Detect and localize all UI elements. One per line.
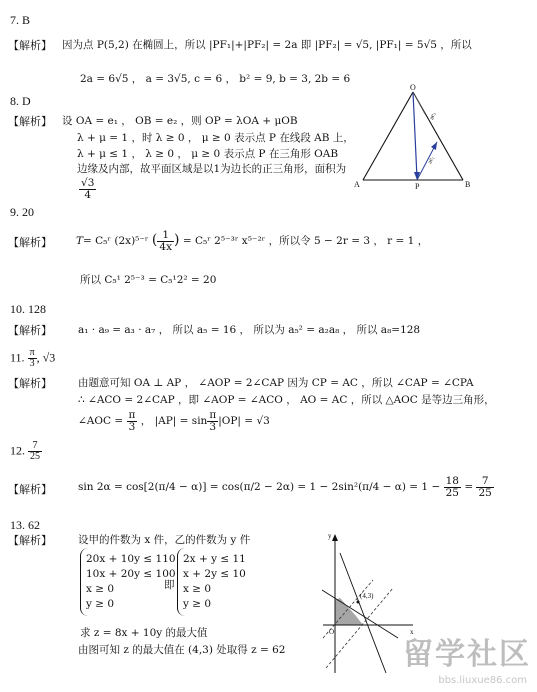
- q13-system-2: 2x + y ≤ 11 x + 2y ≤ 10 x ≥ 0 y ≥ 0: [183, 553, 246, 610]
- q8-line3: λ + μ ≤ 1 ， λ ≥ 0 ， μ ≥ 0 表示点 P 在三角形 OAB: [77, 148, 339, 160]
- q11-tag: 【解析】: [8, 377, 52, 390]
- q7-line2: 2a = 6√5 ， a = 3√5, c = 6 ， b² = 9, b = 3, 2b = 6: [80, 73, 351, 85]
- q13-line3: 由图可知 z 的最大值在 (4,3) 处取得 z = 62: [78, 644, 286, 656]
- q12-answer: 12. $\frac{7}{25}$: [10, 440, 40, 462]
- q13-axis-x: x: [410, 628, 414, 636]
- q13-ji: 即: [164, 579, 175, 591]
- q11-line3: ∠AOC = $\frac{\pi}{3}$ ， |AP| = sin $\frac{\pi}{3}$ |OP| = √3: [78, 409, 270, 433]
- q12-line1: sin 2α = cos[2(π/4 − α)] = cos(π/2 − 2α) = 1 − 2sin²(π/4 − α) = 1 − $\frac{18}{25}$ = $\frac{7}{25}$: [78, 475, 492, 499]
- q8-label-P: P: [415, 182, 420, 191]
- q8-label-A: A: [354, 180, 360, 189]
- q13-line2: 求 z = 8x + 10y 的最大值: [80, 627, 208, 639]
- q8-line4: 边缘及内部，故平面区域是以1为边长的正三角形，面积为: [77, 163, 347, 175]
- q13-tag: 【解析】: [8, 534, 52, 547]
- watermark-url: bbs.liuxue86.com: [438, 675, 527, 686]
- q8-triangle-figure: [345, 82, 480, 192]
- q8-label-e1: ae₁: [427, 155, 436, 165]
- q9-line2: 所以 C₅¹ 2⁵⁻³ = C₅¹2² = 20: [80, 274, 217, 286]
- q9-tag: 【解析】: [8, 236, 52, 249]
- q7-tag: 【解析】: [8, 39, 52, 52]
- q10-tag: 【解析】: [8, 324, 52, 337]
- q11-line1: 由题意可知 OA ⊥ AP ， ∠AOP = 2∠CAP 因为 CP = AC ，所以 ∠CAP = ∠CPA: [78, 377, 474, 389]
- q7-answer: 7. B: [10, 13, 31, 27]
- watermark-logo: 留学社区: [403, 637, 531, 672]
- q8-tag: 【解析】: [8, 115, 52, 128]
- q7-line1: 因为点 P(5,2) 在椭圆上，所以 |PF₁|+|PF₂| = 2a 即 |PF₂| = √5, |PF₁| = 5√5 ，所以: [62, 39, 472, 51]
- q13-answer: 13. 62: [10, 518, 40, 532]
- q13-origin: O: [329, 628, 335, 636]
- q9-answer: 9. 20: [10, 205, 34, 219]
- q13-line1: 设甲的件数为 x 件，乙的件数为 y 件: [78, 534, 251, 546]
- q8-label-e2: ae₂: [429, 111, 437, 121]
- q13-system-1: 20x + 10y ≤ 110 10x + 20y ≤ 100 x ≥ 0 y ≥ 0: [86, 553, 176, 610]
- q9-line1: T= C₅ʳ (2x)⁵⁻ʳ ( $\frac{1}{4x}$ ) = C₅ʳ 2⁵⁻³ʳ x⁵⁻²ʳ ，所以令 5 − 2r = 3 ， r = 1 ，: [76, 229, 429, 253]
- q12-tag: 【解析】: [8, 483, 52, 496]
- q8-line1: 设 OA = e₁ ， OB = e₂ ，则 OP = λOA + μOB: [62, 115, 298, 127]
- q8-area-fraction: $\frac{√3}{4}$: [81, 177, 95, 201]
- q10-line1: a₁ · a₉ = a₃ · a₇ ， 所以 a₅ = 16 ， 所以为 a₅² = a₂a₈ ， 所以 a₈=128: [78, 324, 421, 336]
- q8-label-O: O: [410, 83, 416, 92]
- q11-answer: 11. $\frac{\pi}{3}$ , √3: [10, 347, 56, 369]
- q13-axis-y: y: [328, 532, 332, 540]
- q10-answer: 10. 128: [10, 302, 46, 316]
- q8-label-B: B: [465, 180, 471, 189]
- q11-line2: ∴ ∠ACO = 2∠CAP ，即 ∠AOP = ∠ACO ， AO = AC ，所以 △AOC 是等边三角形，: [78, 394, 495, 406]
- q13-point-label: (4,3): [360, 592, 374, 600]
- q8-line2: λ + μ = 1 ，时 λ ≥ 0 ， μ ≥ 0 表示点 P 在线段 AB 上，: [77, 132, 354, 144]
- q8-answer: 8. D: [10, 94, 31, 108]
